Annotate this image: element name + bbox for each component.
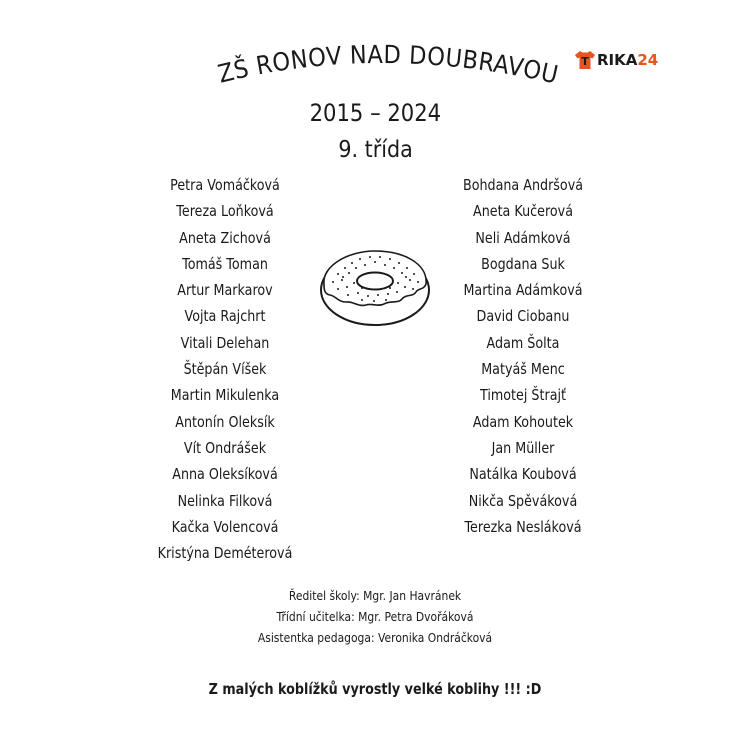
student-name: Terezka Nesláková — [464, 517, 582, 536]
brand-logo — [574, 49, 658, 71]
student-name: Vít Ondrášek — [183, 438, 267, 457]
student-name: Adam Šolta — [486, 333, 560, 352]
assistant-line: Asistentka pedagoga: Veronika Ondráčková — [257, 630, 493, 645]
student-name: Štěpán Víšek — [183, 360, 267, 379]
student-name: Vitali Delehan — [180, 333, 270, 352]
brand-text: RIKA — [597, 51, 638, 69]
class-teacher-line: Třídní učitelka: Mgr. Petra Dvořáková — [276, 609, 474, 624]
student-name: Aneta Zichová — [179, 228, 271, 247]
student-name: Bogdana Suk — [481, 254, 565, 273]
staff-block — [0, 585, 750, 648]
student-name: Kristýna Deméterová — [157, 544, 293, 563]
student-name: Anna Oleksíková — [172, 465, 278, 484]
student-name: Nelinka Filková — [177, 491, 273, 510]
student-name: Matyáš Menc — [481, 360, 565, 379]
brand-number: 24 — [637, 51, 659, 69]
student-name: Adam Kohoutek — [472, 412, 574, 431]
student-name: Vojta Rajchrt — [184, 307, 266, 326]
student-name: Kačka Volencová — [171, 517, 279, 536]
student-list-left — [120, 172, 330, 566]
motto: Z malých koblížků vyrostly velké koblihy !!! :D — [208, 680, 542, 698]
student-name: David Ciobanu — [476, 307, 570, 326]
student-name: Timotej Štrajť — [479, 386, 567, 405]
student-name: Petra Vomáčková — [170, 176, 280, 194]
student-name: Martina Adámková — [463, 281, 583, 300]
tshirt-icon — [574, 49, 596, 71]
donut-icon — [318, 244, 432, 328]
student-name: Tereza Loňková — [176, 202, 274, 221]
student-name: Neli Adámková — [475, 228, 571, 247]
svg-text:T: T — [581, 55, 589, 68]
student-name: Natálka Koubová — [469, 465, 577, 484]
student-name: Aneta Kučerová — [473, 202, 573, 221]
student-name: Bohdana Andršová — [462, 176, 584, 194]
student-name: Tomáš Toman — [182, 254, 268, 273]
school-title-text: ZŠ RONOV NAD DOUBRAVOU — [215, 39, 562, 90]
years: 2015 – 2024 — [309, 99, 442, 127]
student-name: Antonín Oleksík — [175, 412, 275, 431]
class-label: 9. třída — [338, 137, 413, 163]
principal-line: Ředitel školy: Mgr. Jan Havránek — [288, 588, 462, 603]
student-list-right — [418, 172, 628, 540]
student-name: Nikča Spěváková — [468, 491, 578, 510]
student-name: Artur Markarov — [177, 281, 273, 300]
student-name: Jan Müller — [491, 438, 555, 457]
student-name: Martin Mikulenka — [170, 386, 280, 405]
